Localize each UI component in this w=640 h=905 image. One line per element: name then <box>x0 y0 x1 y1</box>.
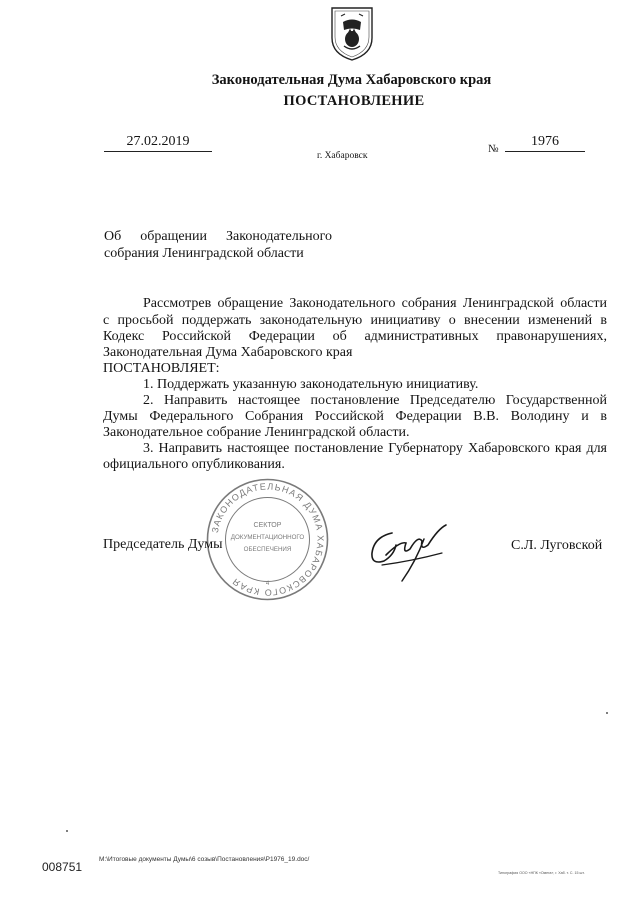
body-line: ПОСТАНОВЛЯЕТ: <box>103 361 220 376</box>
body-line: 3. Направить настоящее постановление Губернатору Хабаровского края для <box>143 441 607 456</box>
svg-text:ОБЕСПЕЧЕНИЯ: ОБЕСПЕЧЕНИЯ <box>243 546 292 553</box>
svg-text:ДОКУМЕНТАЦИОННОГО: ДОКУМЕНТАЦИОННОГО <box>230 534 305 541</box>
scan-speck <box>66 830 68 832</box>
registry-number: 008751 <box>42 860 83 874</box>
body-line: 2. Направить настоящее постановление Председателю Государственной <box>143 393 607 408</box>
subject-line-1: Об обращении Законодательного <box>104 229 332 244</box>
body-line: с просьбой поддержать законодательную инициативу о внесении изменений в <box>103 313 607 328</box>
signature-position: Председатель Думы <box>103 537 223 552</box>
document-city: г. Хабаровск <box>317 151 368 161</box>
svg-text:СЕКТОР: СЕКТОР <box>253 522 282 529</box>
body-line: Рассмотрев обращение Законодательного собрания Ленинградской области <box>143 296 607 311</box>
handwritten-signature <box>362 515 454 587</box>
document-date: 27.02.2019 <box>104 134 212 152</box>
file-path: M:\Итоговые документы Думы\6 созыв\Постановления\P1976_19.doc/ <box>99 856 310 863</box>
organization-title: Законодательная Дума Хабаровского края <box>211 72 492 88</box>
body-line: Думы Федерального Собрания Российской Федерации В.В. Володину и в <box>103 409 607 424</box>
scan-speck <box>606 712 608 714</box>
body-line: Законодательная Дума Хабаровского края <box>103 345 353 360</box>
official-seal-stamp <box>205 477 330 602</box>
seal-ring-text: ЗАКОНОДАТЕЛЬНАЯ ДУМА ХАБАРОВСКОГО КРАЯ <box>209 481 326 598</box>
subject-line-2: собрания Ленинградской области <box>104 246 304 261</box>
number-sign: № <box>488 143 499 155</box>
printer-note: Типография ООО «НПК «Омега», г. Хаб. т. С. 15 шт. <box>498 871 585 875</box>
body-line: Законодательное собрание Ленинградской области. <box>103 425 410 440</box>
svg-text:4: 4 <box>265 581 270 587</box>
body-line: 1. Поддержать указанную законодательную инициативу. <box>143 377 479 392</box>
signatory-name: С.Л. Луговской <box>511 538 603 553</box>
document-number: 1976 <box>505 134 585 152</box>
document-type-title: ПОСТАНОВЛЕНИЕ <box>283 93 425 109</box>
body-line: официального опубликования. <box>103 457 285 472</box>
coat-of-arms-emblem <box>329 6 375 62</box>
body-line: Кодекс Российской Федерации об административных правонарушениях, <box>103 329 607 344</box>
